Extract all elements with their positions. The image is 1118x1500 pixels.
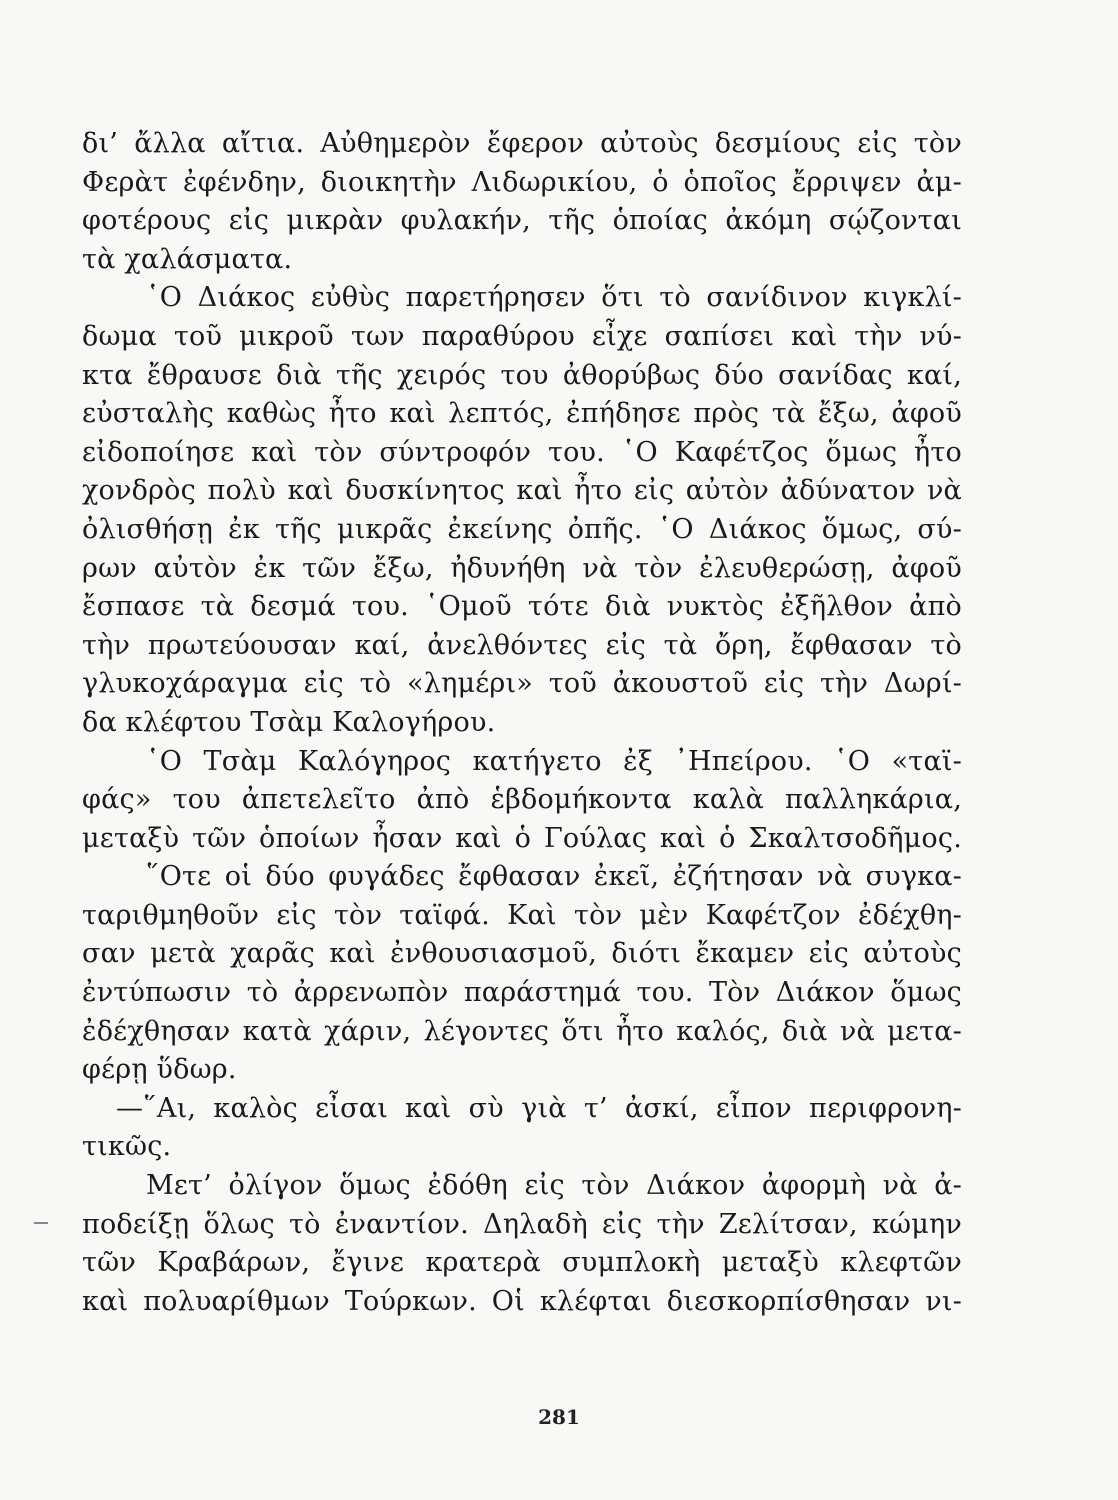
text-line: γλυκοχάραγμα εἰς τὸ «λημέρι» τοῦ ἀκουστοῦ εἰς τὴν Δωρί- [82,668,962,700]
paragraph-start-line: ῾Ο Διάκος εὐθὺς παρετήρησεν ὅτι τὸ σανίδινον κιγκλί- [146,282,962,314]
text-line: φέρῃ ὕδωρ. [82,1054,237,1086]
text-line: ὀλισθήσῃ ἐκ τῆς μικρᾶς ἐκείνης ὀπῆς. ῾Ο Διάκος ὅμως, σύ- [82,513,962,545]
text-line: κτα ἔθραυσε διὰ τῆς χειρός του ἀθορύβως δύο σανίδας καί, [82,359,962,391]
page-number: 281 [538,1405,580,1429]
text-line: μεταξὺ τῶν ὁποίων ἦσαν καὶ ὁ Γούλας καὶ ὁ Σκαλτσοδῆμος. [82,822,962,854]
text-line: ποδείξῃ ὅλως τὸ ἐναντίον. Δηλαδὴ εἰς τὴν Ζελίτσαν, κώμην [82,1208,962,1240]
dialogue-line: —῞Αι, καλὸς εἶσαι καὶ σὺ γιὰ τ’ ἀσκί, εἶπον περιφρονη- [116,1092,962,1124]
text-line: ἐντύπωσιν τὸ ἀρρενωπὸν παράστημά του. Τὸν Διάκον ὅμως [82,977,962,1009]
margin-mark [34,1222,48,1224]
text-line: τὴν πρωτεύουσαν καί, ἀνελθόντες εἰς τὰ ὄρη, ἔφθασαν τὸ [82,629,962,661]
text-line: ἔσπασε τὰ δεσμά του. ῾Ομοῦ τότε διὰ νυκτὸς ἐξῆλθον ἀπὸ [82,591,962,623]
text-line: ταριθμηθοῦν εἰς τὸν ταϊφά. Καὶ τὸν μὲν Καφέτζον ἐδέχθη- [82,899,962,931]
paragraph-start-line: ῞Οτε οἱ δύο φυγάδες ἔφθασαν ἐκεῖ, ἐζήτησαν νὰ συγκα- [146,861,962,893]
text-line: δωμα τοῦ μικροῦ των παραθύρου εἶχε σαπίσει καὶ τὴν νύ- [82,320,962,352]
text-line: τὰ χαλάσματα. [82,243,293,275]
text-line: εὐσταλὴς καθὼς ἦτο καὶ λεπτός, ἐπήδησε πρὸς τὰ ἔξω, ἀφοῦ [82,398,962,430]
text-line: φοτέρους εἰς μικρὰν φυλακήν, τῆς ὁποίας ἀκόμη σῴζονται [82,205,962,237]
text-line: δι’ ἄλλα αἴτια. Αὐθημερὸν ἔφερον αὐτοὺς δεσμίους εἰς τὸν [82,128,962,159]
paragraph-start-line: Μετ’ ὀλίγον ὅμως ἐδόθη εἰς τὸν Διάκον ἀφορμὴ νὰ ἀ- [146,1170,962,1202]
text-line: Φερὰτ ἐφένδην, διοικητὴν Λιδωρικίου, ὁ ὁποῖος ἔρριψεν ἀμ- [82,166,962,198]
text-line: χονδρὸς πολὺ καὶ δυσκίνητος καὶ ἦτο εἰς αὐτὸν ἀδύνατον νὰ [82,475,962,507]
paragraph-start-line: ῾Ο Τσὰμ Καλόγηρος κατήγετο ἐξ ᾿Ηπείρου. ῾Ο «ταϊ- [146,745,962,777]
text-line: δα κλέφτου Τσὰμ Καλογήρου. [82,706,496,738]
text-line: τικῶς. [82,1131,172,1163]
text-line: σαν μετὰ χαρᾶς καὶ ἐνθουσιασμοῦ, διότι ἔκαμεν εἰς αὐτοὺς [82,938,962,970]
text-line: καὶ πολυαρίθμων Τούρκων. Οἱ κλέφται διεσκορπίσθησαν νι- [82,1285,962,1317]
text-line: εἰδοποίησε καὶ τὸν σύντροφόν του. ῾Ο Καφέτζος ὅμως ἦτο [82,436,962,468]
text-line: φάς» του ἀπετελεῖτο ἀπὸ ἑβδομήκοντα καλὰ παλληκάρια, [82,784,962,816]
body-text [82,125,962,1321]
text-line: τῶν Κραβάρων, ἔγινε κρατερὰ συμπλοκὴ μεταξὺ κλεφτῶν [82,1247,962,1279]
text-line: ἐδέχθησαν κατὰ χάριν, λέγοντες ὅτι ἦτο καλός, διὰ νὰ μετα- [82,1015,962,1047]
text-line: ρων αὐτὸν ἐκ τῶν ἔξω, ἠδυνήθη νὰ τὸν ἐλευθερώσῃ, ἀφοῦ [82,552,962,584]
